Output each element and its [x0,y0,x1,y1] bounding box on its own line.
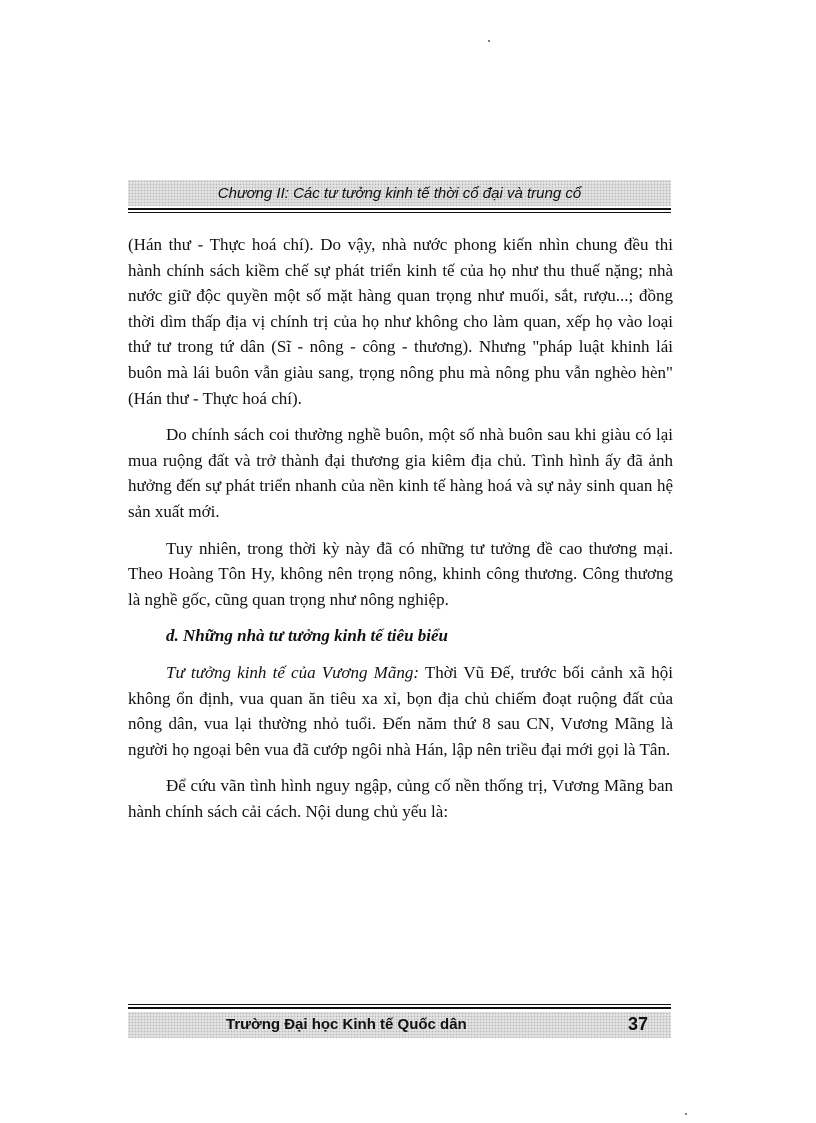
scan-speck [685,1113,687,1115]
page-body [128,232,673,835]
running-header-title: Chương II: Các tư tưởng kinh tế thời cổ đại và trung cổ [217,185,582,202]
paragraph-text: Thời Vũ Đế, trước bối cảnh xã hội không ổn định, vua quan ăn tiêu xa xỉ, bọn địa chủ chiếm đoạt ruộng đất của nông dân, vua lại thường nhỏ tuổi. Đến năm thứ 8 sau CN, Vương Mãng là người họ ngoại bên vua đã cướp ngôi nhà Hán, lập nên triều đại mới gọi là Tân. [128,662,673,759]
paragraph [128,660,673,762]
section-heading: d. Những nhà tư tưởng kinh tế tiêu biểu [166,626,448,646]
running-footer-title: Trường Đại học Kinh tế Quốc dân [226,1016,467,1033]
footer-rule [128,1004,671,1009]
paragraph: Tuy nhiên, trong thời kỳ này đã có những tư tưởng đề cao thương mại. Theo Hoàng Tôn Hy, không nên trọng nông, khinh công thương. Công thương là nghề gốc, cũng quan trọng như nông nghiệp. [128,538,673,609]
scan-speck [488,40,490,42]
paragraph: Do chính sách coi thường nghề buôn, một số nhà buôn sau khi giàu có lại mua ruộng đất và trở thành đại thương gia kiêm địa chủ. Tình hình ấy đã ảnh hưởng đến sự phát triển nhanh của nền kinh tế hàng hoá và sự nảy sinh quan hệ sản xuất mới. [128,425,673,521]
header-rule [128,208,671,213]
page-number: 37 [628,1014,649,1034]
paragraph: Để cứu vãn tình hình nguy ngập, củng cố nền thống trị, Vương Mãng ban hành chính sách cải cách. Nội dung chủ yếu là: [128,776,673,821]
paragraph-lead-italic: Tư tưởng kinh tế của Vương Mãng: [166,662,419,682]
paragraph: (Hán thư - Thực hoá chí). Do vậy, nhà nước phong kiến nhìn chung đều thi hành chính sách kiềm chế sự phát triển kinh tế của họ như thu thuế nặng; nhà nước giữ độc quyền một số mặt hàng quan trọng như muối, sắt, rượu...; đồng thời dìm thấp địa vị chính trị của họ như không cho làm quan, xếp họ vào loại thứ tư trong tứ dân (Sĩ - nông - công - thương). Nhưng "pháp luật khinh lái buôn mà lái buôn vẫn giàu sang, trọng nông phu mà nông phu vẫn nghèo hèn" (Hán thư - Thực hoá chí). [128,235,673,408]
